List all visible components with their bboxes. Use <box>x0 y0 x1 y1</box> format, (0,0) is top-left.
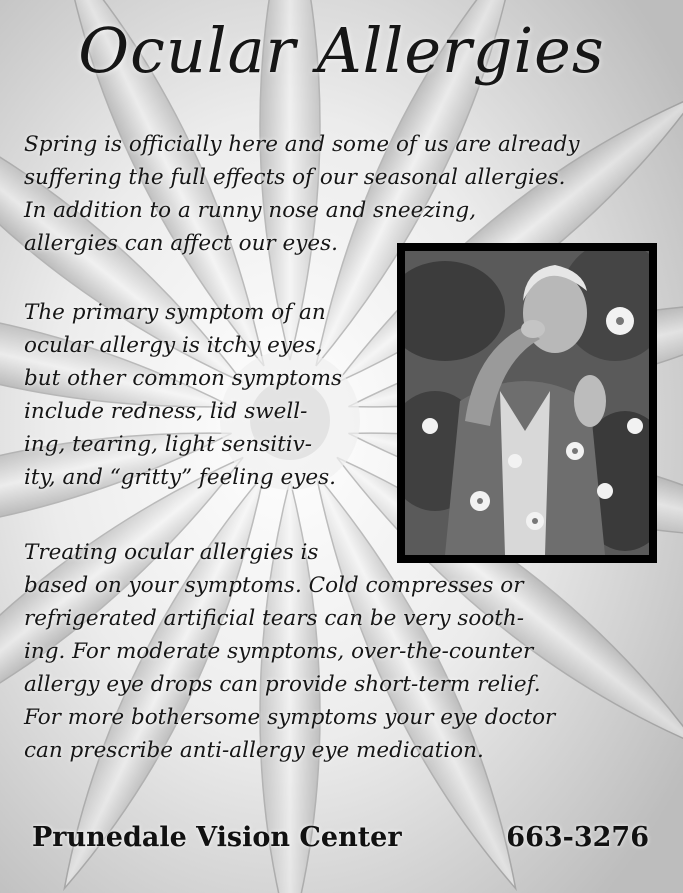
text-line: ocular allergy is itchy eyes, <box>24 333 323 358</box>
text-line: In addition to a runny nose and sneezing, <box>24 198 477 223</box>
text-line: ing. For moderate symptoms, over-the-counter <box>24 639 534 664</box>
text-line: but other common symptoms <box>24 366 343 391</box>
symptoms-paragraph <box>24 296 404 494</box>
text-line: can prescribe anti-allergy eye medication. <box>24 738 484 763</box>
text-line: For more bothersome symptoms your eye doctor <box>24 705 556 730</box>
photo-illustration <box>405 251 649 555</box>
text-line: include redness, lid swell- <box>24 399 308 424</box>
business-name: Prunedale Vision Center <box>32 822 402 853</box>
intro-paragraph <box>24 128 674 260</box>
text-line: The primary symptom of an <box>24 300 326 325</box>
footer <box>0 818 683 862</box>
woman-rubbing-eye-photo <box>397 243 657 563</box>
text-line: allergy eye drops can provide short-term relief. <box>24 672 541 697</box>
text-line: refrigerated artificial tears can be very sooth- <box>24 606 525 631</box>
text-line: ing, tearing, light sensitiv- <box>24 432 313 457</box>
text-line: allergies can affect our eyes. <box>24 231 338 256</box>
text-line: based on your symptoms. Cold compresses or <box>24 573 524 598</box>
text-line: ity, and “gritty” feeling eyes. <box>24 465 336 490</box>
text-line: Spring is officially here and some of us are already <box>24 132 580 157</box>
page-title: Ocular Allergies <box>78 14 605 87</box>
treatment-paragraph <box>24 536 674 767</box>
text-line: suffering the full effects of our seasonal allergies. <box>24 165 566 190</box>
text-line: Treating ocular allergies is <box>24 540 319 565</box>
phone-number: 663-3276 <box>506 822 649 853</box>
